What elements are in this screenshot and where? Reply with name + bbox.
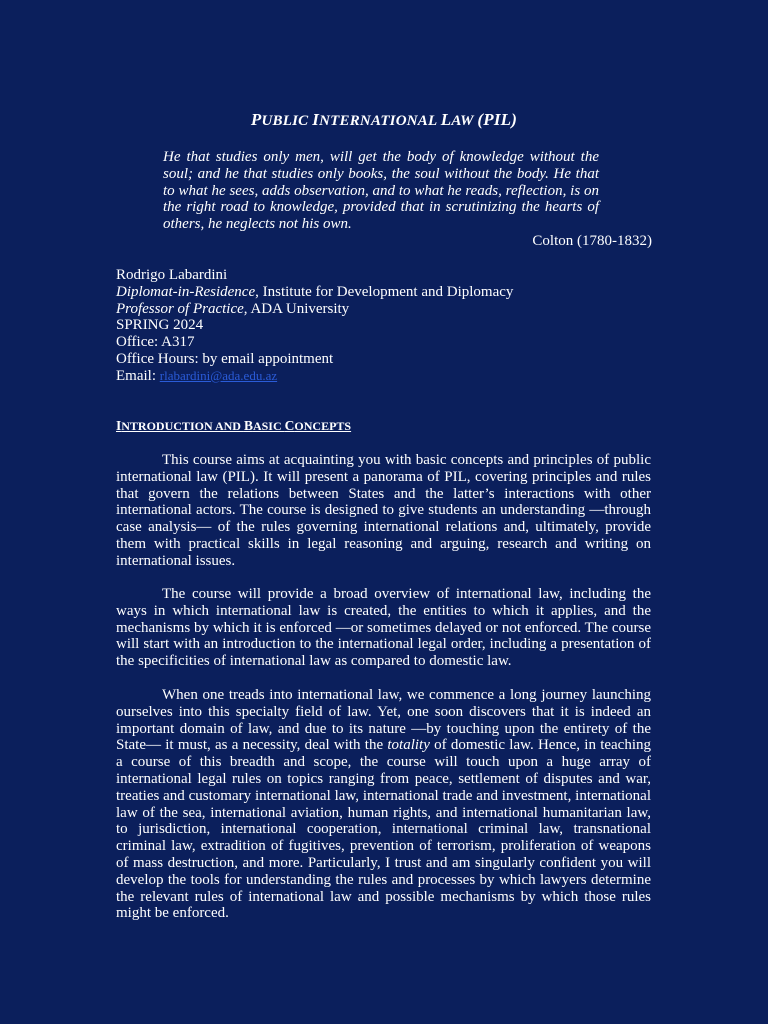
document-title: PUBLIC INTERNATIONAL LAW (PIL) [250,110,518,129]
instructor-contact-block [116,267,652,385]
email-line: Email: rlabardini@ada.edu.az [116,367,278,384]
email-link[interactable]: rlabardini@ada.edu.az [159,367,278,383]
office-hours: Office Hours: by email appointment [116,350,334,367]
epigraph-attribution: Colton (1780-1832) [532,233,652,249]
instructor-role-2: Professor of Practice, ADA University [116,300,350,317]
office-location: Office: A317 [116,334,195,351]
instructor-role-1: Diplomat-in-Residence, Institute for Development and Diplomacy [116,283,514,300]
course-term: SPRING 2024 [116,317,204,334]
instructor-name: Rodrigo Labardini [116,267,228,283]
paragraph-1: This course aims at acquainting you with basic concepts and principles of public international law (PIL). It will present a panorama of PIL, covering principles and rules that govern the relations between States and the latter’s interactions with other international actors. The course is designed to give students an understanding —through case analysis— of the rules governing international relations and, ultimately, provide them with practical skills in legal reasoning and arguing, research and writing on international issues. [116,452,651,569]
section-heading-introduction: INTRODUCTION AND BASIC CONCEPTS [116,418,352,433]
epigraph-quote: He that studies only men, will get the body of knowledge without the soul; and he that studies only books, the soul without the body. He that to what he sees, adds observation, and to what he reads, reflection, is on the right road to knowledge, provided that in scrutinizing the hearts of others, he neglects not his own. [163,149,599,233]
paragraph-3: When one treads into international law, we commence a long journey launching ourselves into this specialty field of law. Yet, one soon discovers that it is indeed an important domain of law, and due to its nature —by touching upon the entirety of the State— it must, as a necessity, deal with the totality of domestic law. Hence, in teaching a course of this breadth and scope, the course will touch upon a huge array of international legal rules on topics ranging from peace, settlement of disputes and war, treaties and customary international law, international trade and investment, international law of the sea, international aviation, human rights, and international humanitarian law, to jurisdiction, international cooperation, international criminal law, transnational criminal law, extradition of fugitives, prevention of terrorism, proliferation of weapons of mass destruction, and more. Particularly, I trust and am singularly confident you will develop the tools for understanding the rules and processes by which lawyers determine the relevant rules of international law and possible mechanisms by which those rules might be enforced. [116,687,651,922]
paragraph-2: The course will provide a broad overview of international law, including the ways in which international law is created, the entities to which it applies, and the mechanisms by which it is enforced —or sometimes delayed or not enforced. The course will start with an introduction to the international legal order, including a presentation of the specificities of international law as compared to domestic law. [116,586,651,670]
